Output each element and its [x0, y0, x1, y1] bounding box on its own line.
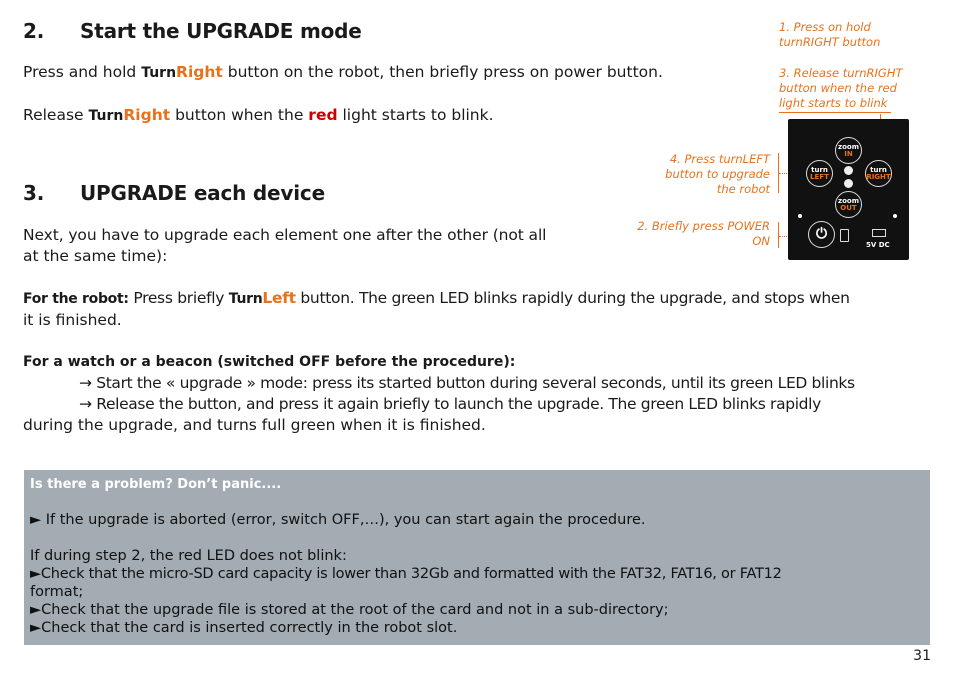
section-title: Start the UPGRADE mode: [80, 19, 362, 43]
check-2: ►Check that the upgrade file is stored at the root of the card and not in a sub-directory;: [30, 602, 669, 618]
check-1-cont: format;: [30, 584, 84, 600]
page-number: 31: [913, 648, 931, 664]
callout-2: 2. Briefly press POWER ON: [637, 219, 770, 248]
section-2-line-1: Press and hold TurnRight button on the robot, then briefly press on power button.: [23, 63, 663, 81]
watch-step-2-cont: during the upgrade, and turns full green when it is finished.: [23, 416, 486, 434]
section-2-heading: [23, 19, 723, 45]
callout-1: 1. Press on hold turnRIGHT button: [779, 20, 881, 49]
problem-box: [24, 470, 930, 645]
check-3: ►Check that the card is inserted correctly in the robot slot.: [30, 620, 458, 636]
watch-step-2: → Release the button, and press it again briefly to launch the upgrade. The green LED blinks rapidly: [79, 395, 821, 413]
turn-word: Turn: [228, 291, 263, 307]
section-3-intro: Next, you have to upgrade each element one after the other (not all at the same time):: [23, 226, 547, 265]
turn-word: Turn: [141, 65, 177, 81]
right-word: Right: [123, 106, 171, 124]
robot-instructions: For the robot: Press briefly TurnLeft button. The green LED blinks rapidly during the upgrade, and stops when it is finished.: [23, 289, 850, 329]
callout-4: 4. Press turnLEFT button to upgrade the robot: [665, 152, 770, 196]
sd-card-icon: [840, 229, 849, 242]
red-word: red: [308, 106, 338, 124]
screw-hole: [798, 214, 802, 218]
check-1: ►Check that the micro-SD card capacity is lower than 32Gb and formatted with the FAT32, FAT16, or FAT12: [30, 566, 782, 582]
section-2-line-2: Release TurnRight button when the red light starts to blink.: [23, 106, 494, 124]
section-number: 2.: [23, 19, 45, 43]
leader-line: [778, 222, 779, 248]
turn-right-button: turn RIGHT: [865, 160, 892, 187]
robot-control-panel: [788, 119, 909, 260]
left-word: Left: [262, 289, 296, 307]
section-title: UPGRADE each device: [80, 181, 325, 205]
red-led: [844, 166, 853, 175]
problem-title: Is there a problem? Don’t panic....: [30, 477, 282, 492]
abort-note: ► If the upgrade is aborted (error, switch OFF,…), you can start again the procedure.: [30, 512, 646, 528]
watch-step-1: → Start the « upgrade » mode: press its started button during several seconds, until its green LED blinks: [79, 374, 855, 392]
green-led: [844, 179, 853, 188]
screw-hole: [893, 214, 897, 218]
zoom-in-button: zoom IN: [835, 137, 862, 164]
watch-label: For a watch or a beacon (switched OFF before the procedure):: [23, 354, 516, 370]
section-number: 3.: [23, 181, 45, 205]
right-word: Right: [176, 63, 223, 81]
usb-port-icon: [872, 229, 886, 237]
callout-3: 3. Release turnRIGHT button when the red light starts to blink: [779, 66, 903, 110]
robot-label: For the robot:: [23, 291, 129, 307]
watch-beacon-instructions: [23, 352, 938, 436]
callout-underline: [779, 112, 891, 113]
turn-word: Turn: [88, 108, 124, 124]
step2-note: If during step 2, the red LED does not blink:: [30, 548, 347, 564]
power-icon: ⏻: [808, 221, 835, 248]
section-3-heading: [23, 181, 623, 207]
turn-left-button: turn LEFT: [806, 160, 833, 187]
dc-label: 5V DC: [866, 241, 890, 249]
zoom-out-button: zoom OUT: [835, 191, 862, 218]
